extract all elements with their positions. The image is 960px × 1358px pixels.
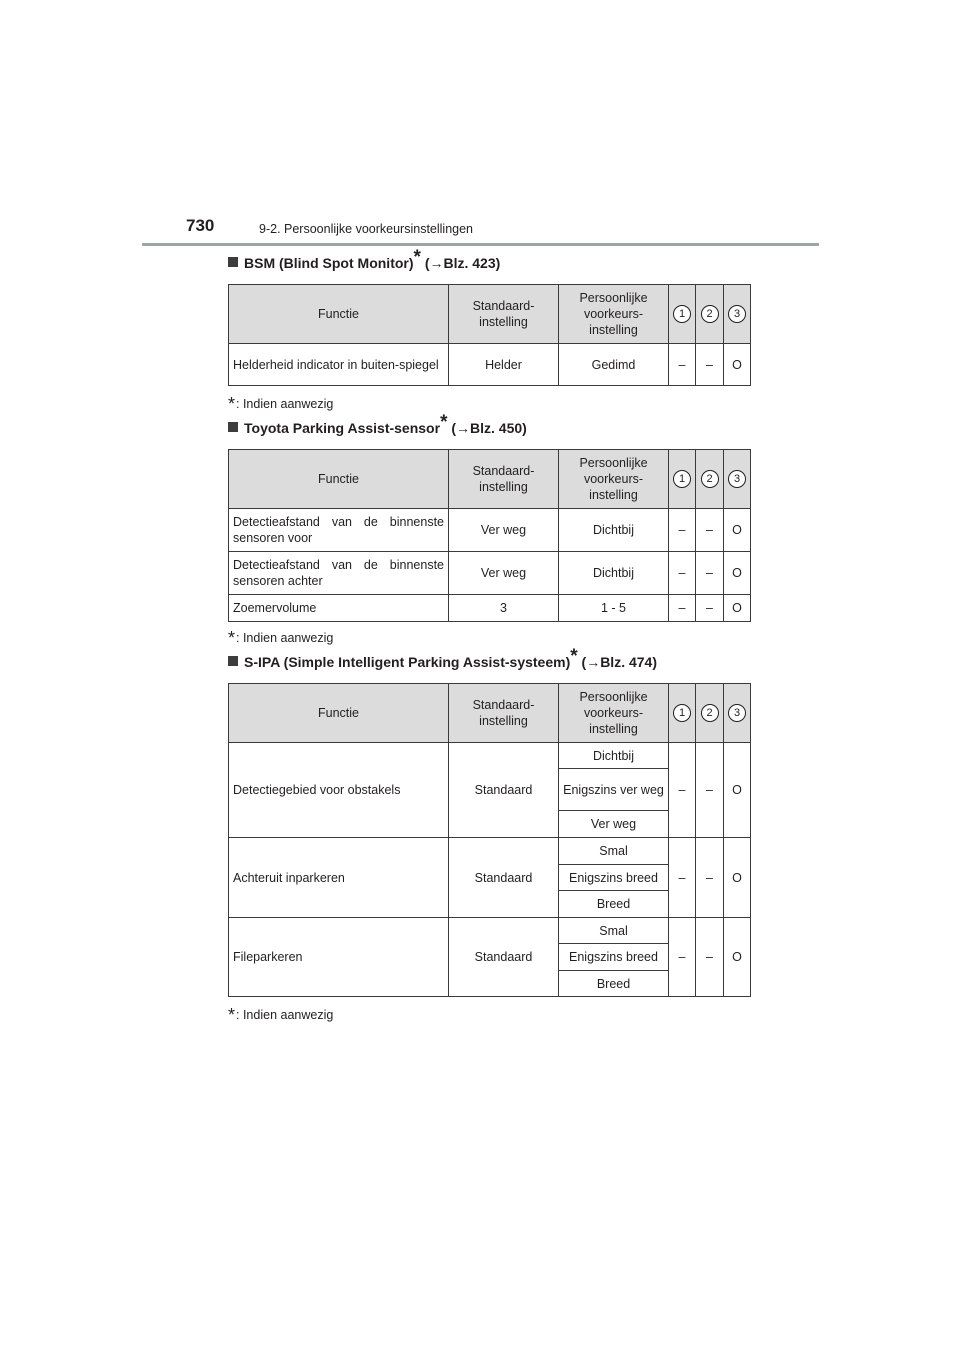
cell-option: Enigszins breed [559,944,669,971]
cell-col1: – [669,344,696,386]
cell-option: Smal [559,918,669,944]
cell-option: Smal [559,838,669,865]
header-rule [142,243,819,246]
cell-option: Ver weg [559,811,669,838]
s-ipa-settings-table [228,683,751,997]
circled-number-3: 3 [728,305,746,323]
cell-col2: – [696,509,724,552]
footnote-text: : Indien aanwezig [236,631,334,645]
table-row [229,838,751,865]
asterisk-marker: * [228,628,236,648]
cell-function: Detectieafstand van de binnenste sensoren voor [229,509,449,552]
section-heading-s-ipa [228,646,657,673]
table-row [229,918,751,944]
cell-col3: O [724,918,751,997]
cell-option: Enigszins ver weg [559,769,669,811]
cell-col1: – [669,595,696,622]
header-custom: Persoonlijke voorkeurs-instelling [559,285,669,344]
cell-option: Breed [559,891,669,918]
circled-number-2: 2 [701,470,719,488]
cell-function: Fileparkeren [229,918,449,997]
circled-number-2: 2 [701,305,719,323]
cell-function: Zoemervolume [229,595,449,622]
page-reference: (→Blz. 423) [424,255,501,271]
header-column-3 [724,285,751,344]
section-title: Toyota Parking Assist-sensor [244,420,441,436]
page-number: 730 [186,216,215,235]
cell-col3: O [724,509,751,552]
table-header-row [229,450,751,509]
cell-default: Helder [449,344,559,386]
cell-option: Dichtbij [559,552,669,595]
parking-sensor-settings-table [228,449,751,622]
page-reference: (→Blz. 474) [581,654,657,670]
header-column-1 [669,684,696,743]
cell-option: Dichtbij [559,743,669,769]
asterisk-marker: * [413,247,421,268]
table-row [229,552,751,595]
table-header-row [229,285,751,344]
cell-col1: – [669,743,696,838]
bullet-square-icon [228,257,238,267]
header-function: Functie [229,450,449,509]
circled-number-3: 3 [728,470,746,488]
circled-number-2: 2 [701,704,719,722]
cell-col3: O [724,552,751,595]
section-title: BSM (Blind Spot Monitor) [244,255,414,271]
cell-col3: O [724,838,751,918]
table-row [229,595,751,622]
header-column-2 [696,450,724,509]
asterisk-marker: * [228,1005,236,1025]
cell-col1: – [669,838,696,918]
cell-default: 3 [449,595,559,622]
section-heading-parking-sensor [228,412,527,439]
header-default: Standaard-instelling [449,450,559,509]
cell-option: Gedimd [559,344,669,386]
footnote [228,626,333,647]
chapter-title: 9-2. Persoonlijke voorkeursinstellingen [259,222,474,236]
cell-default: Standaard [449,838,559,918]
cell-default: Standaard [449,918,559,997]
asterisk-marker: * [570,646,578,667]
cell-col1: – [669,552,696,595]
header-column-2 [696,285,724,344]
header-column-3 [724,450,751,509]
header-custom: Persoonlijke voorkeurs-instelling [559,684,669,743]
circled-number-1: 1 [673,470,691,488]
header-column-3 [724,684,751,743]
cell-col2: – [696,838,724,918]
header-column-1 [669,450,696,509]
cell-function: Helderheid indicator in buiten-spiegel [229,344,449,386]
cell-col2: – [696,552,724,595]
cell-option: Enigszins breed [559,865,669,891]
header-function: Functie [229,684,449,743]
circled-number-3: 3 [728,704,746,722]
cell-option: Dichtbij [559,509,669,552]
cell-function: Detectieafstand van de binnenste sensoren achter [229,552,449,595]
cell-col2: – [696,918,724,997]
table-header-row [229,684,751,743]
cell-function: Achteruit inparkeren [229,838,449,918]
table-row [229,743,751,769]
footnote [228,392,333,413]
cell-col2: – [696,344,724,386]
cell-col2: – [696,595,724,622]
cell-col1: – [669,918,696,997]
footnote-text: : Indien aanwezig [236,397,334,411]
header-default: Standaard-instelling [449,285,559,344]
header-custom: Persoonlijke voorkeurs-instelling [559,450,669,509]
cell-col3: O [724,743,751,838]
header-function: Functie [229,285,449,344]
footnote [228,1003,333,1024]
cell-default: Standaard [449,743,559,838]
bullet-square-icon [228,656,238,666]
footnote-text: : Indien aanwezig [236,1008,334,1022]
cell-function: Detectiegebied voor obstakels [229,743,449,838]
header-column-2 [696,684,724,743]
cell-default: Ver weg [449,552,559,595]
cell-col3: O [724,344,751,386]
asterisk-marker: * [440,412,448,433]
circled-number-1: 1 [673,305,691,323]
circled-number-1: 1 [673,704,691,722]
page-reference: (→Blz. 450) [451,420,527,436]
cell-default: Ver weg [449,509,559,552]
section-title: S-IPA (Simple Intelligent Parking Assist-systeem) [244,654,571,670]
cell-option: Breed [559,971,669,997]
asterisk-marker: * [228,394,236,414]
bsm-settings-table [228,284,751,386]
bullet-square-icon [228,422,238,432]
table-row [229,509,751,552]
cell-col1: – [669,509,696,552]
cell-col3: O [724,595,751,622]
table-row [229,344,751,386]
section-heading-bsm [228,247,501,274]
header-default: Standaard-instelling [449,684,559,743]
cell-option: 1 - 5 [559,595,669,622]
cell-col2: – [696,743,724,838]
header-column-1 [669,285,696,344]
